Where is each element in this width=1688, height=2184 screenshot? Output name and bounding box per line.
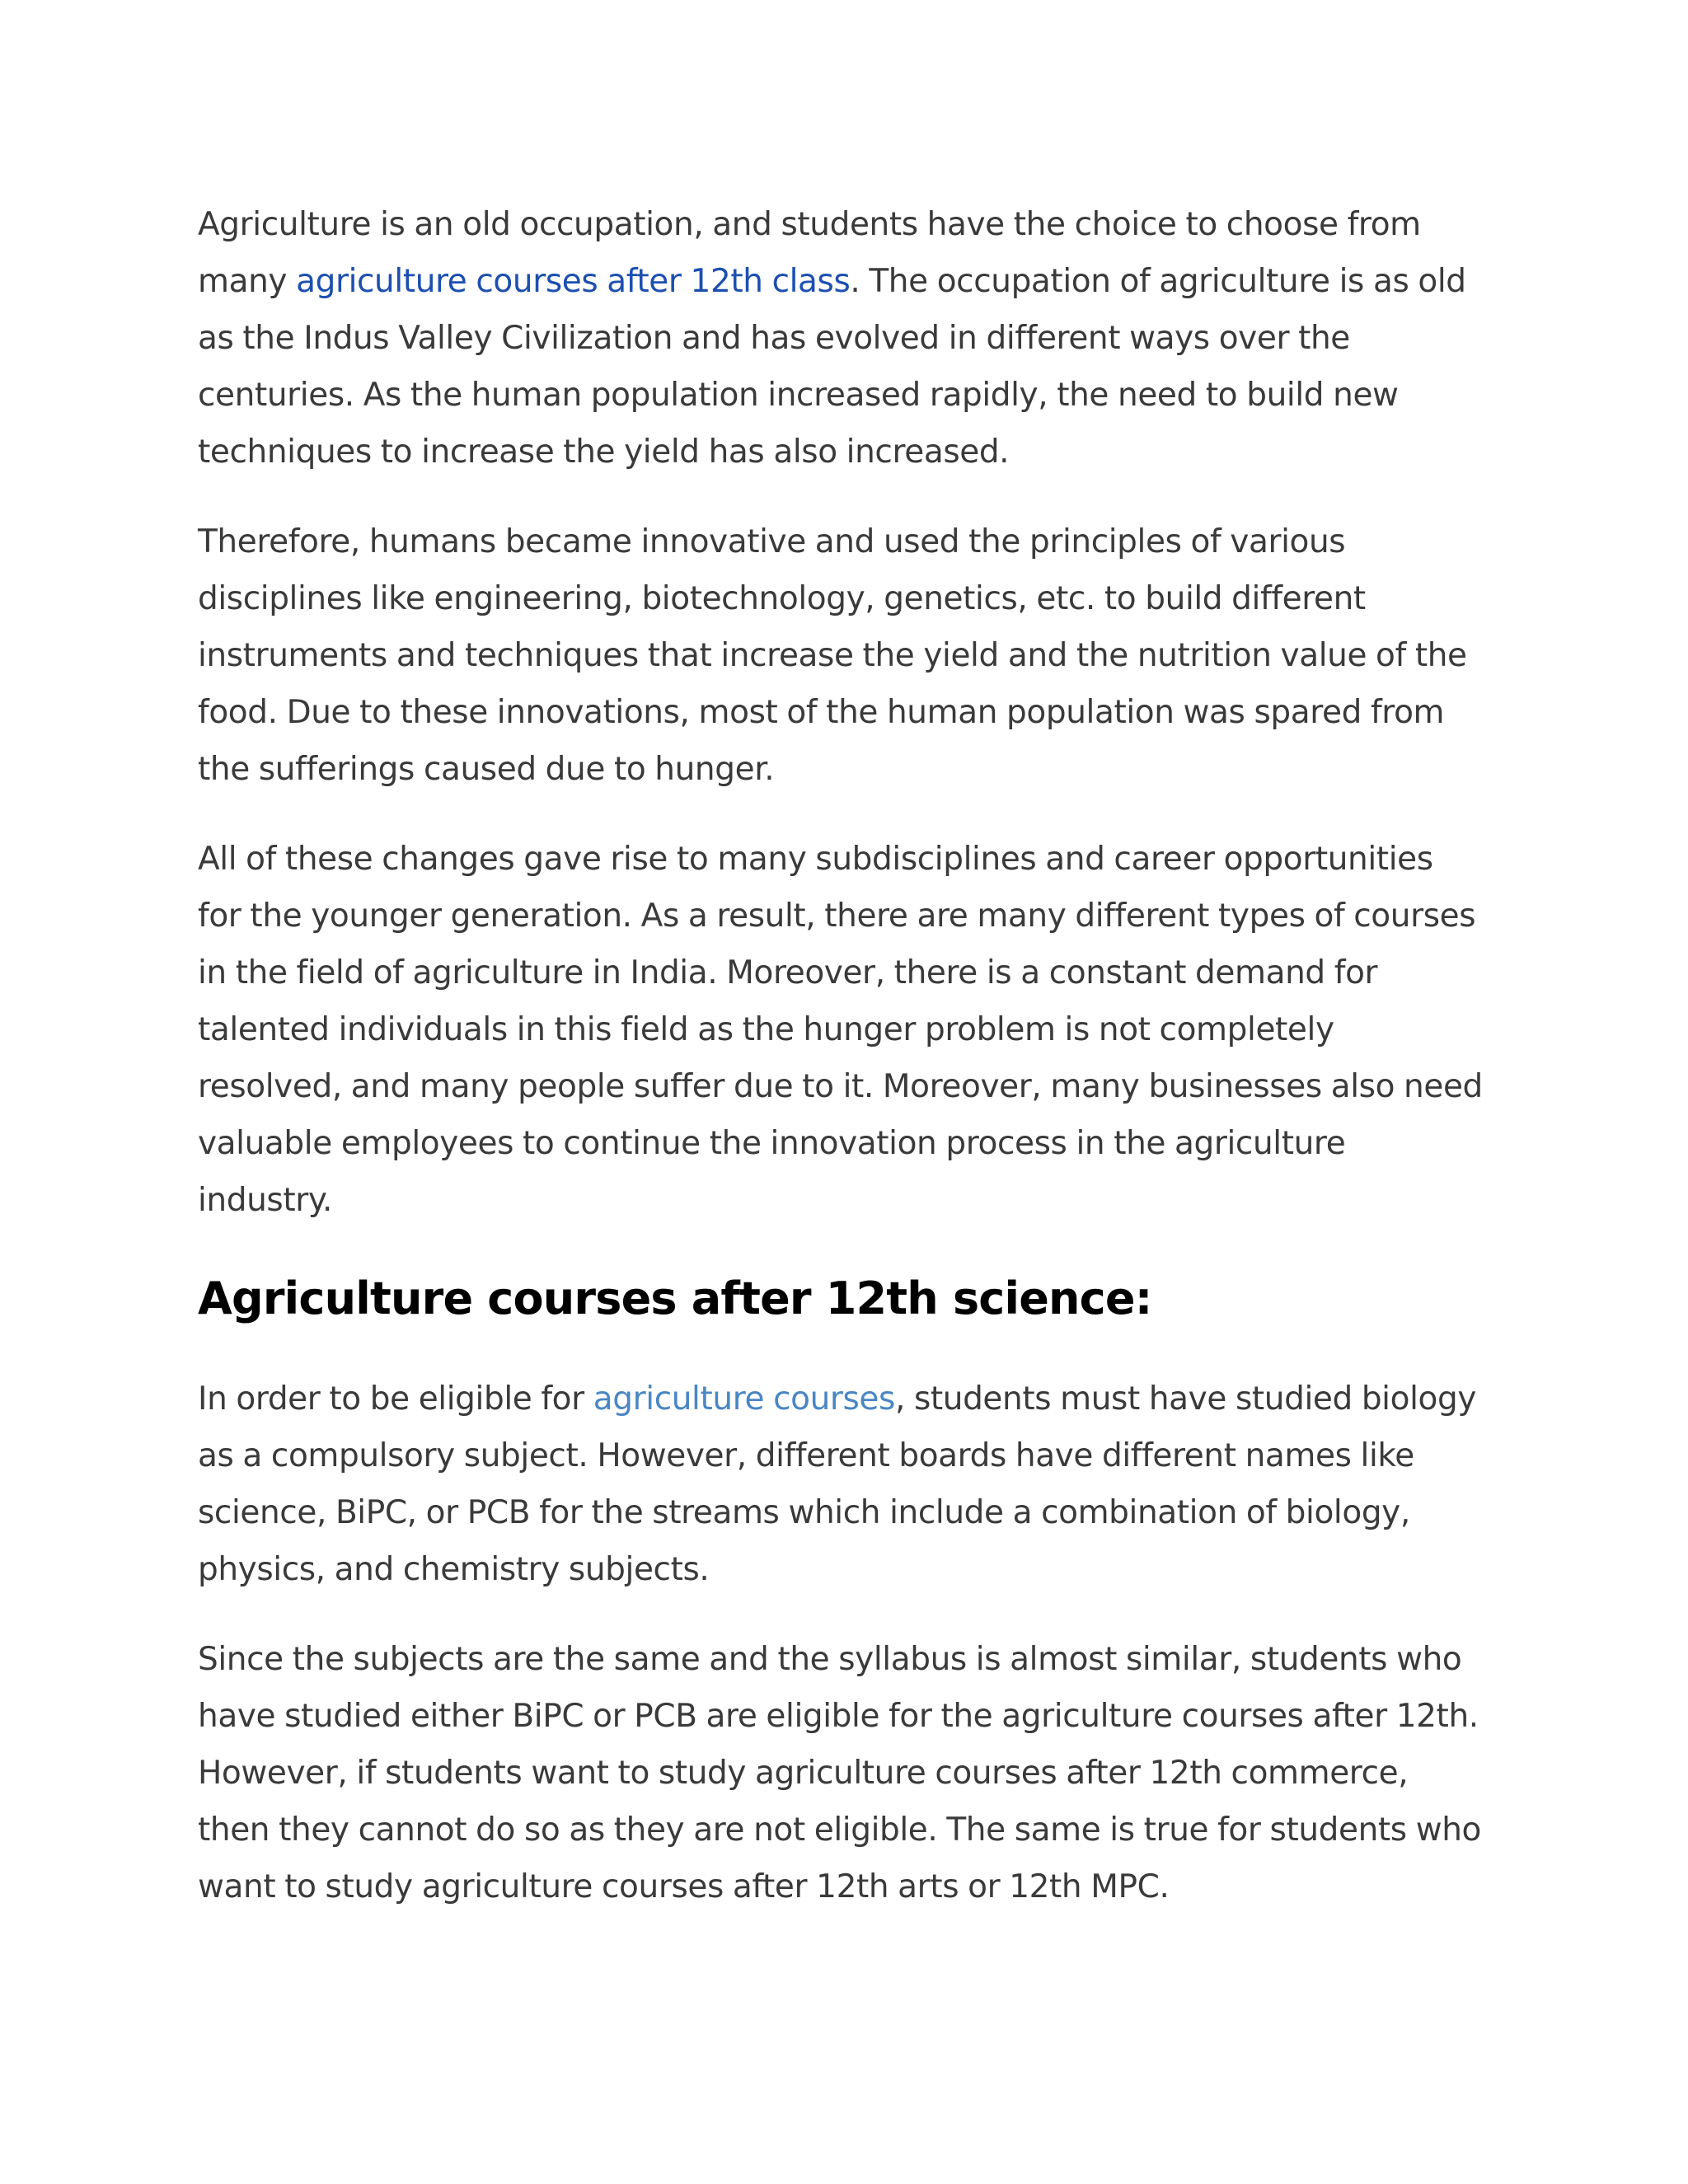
intro-paragraph-2: Therefore, humans became innovative and used the principles of various disciplines like engineering, biotechnology, genetics, etc. to build different instruments and techniques that increase the yield and the nutrition value of the food. Due to these innovations, most of the human population was spared from the sufferings caused due to hunger. [198,523,1467,788]
intro-paragraph-1-text-end: . The occupation of agriculture is as old as the Indus Valley Civilization and has evolved in different ways over the centuries. As the human population increased rapidly, the need to build new techniques to increase the yield has also increased. [198,263,1466,471]
section-heading: Agriculture courses after 12th science: [198,1272,1152,1324]
agriculture-courses-link[interactable]: agriculture courses [593,1380,895,1418]
section-paragraph-1-text-start: In order to be eligible for [198,1380,593,1418]
section-paragraph-1 [198,1371,1484,1598]
agriculture-courses-after-12th-class-link[interactable]: agriculture courses after 12th class [296,263,851,300]
section-paragraph-1-text-end: , students must have studied biology as a compulsory subject. However, different boards have different names like science, BiPC, or PCB for the streams which include a combination of biology, physics, and chemistry subjects. [198,1380,1477,1588]
article-body [198,196,1484,1915]
intro-paragraph-3: All of these changes gave rise to many subdisciplines and career opportunities for the younger generation. As a result, there are many different types of courses in the field of agriculture in India. Moreover, there is a constant demand for talented individuals in this field as the hunger problem is not completely resolved, and many people suffer due to it. Moreover, many businesses also need valuable employees to continue the innovation process in the agriculture industry. [198,841,1483,1219]
intro-paragraph-1-text-start: Agriculture is an old occupation, and students have the choice to choose from many [198,206,1421,300]
section-paragraph-2: Since the subjects are the same and the syllabus is almost similar, students who have studied either BiPC or PCB are eligible for the agriculture courses after 12th. However, if students want to study agriculture courses after 12th commerce, then they cannot do so as they are not eligible. The same is true for students who want to study agriculture courses after 12th arts or 12th MPC. [198,1641,1481,1905]
intro-paragraph-1 [198,196,1484,480]
